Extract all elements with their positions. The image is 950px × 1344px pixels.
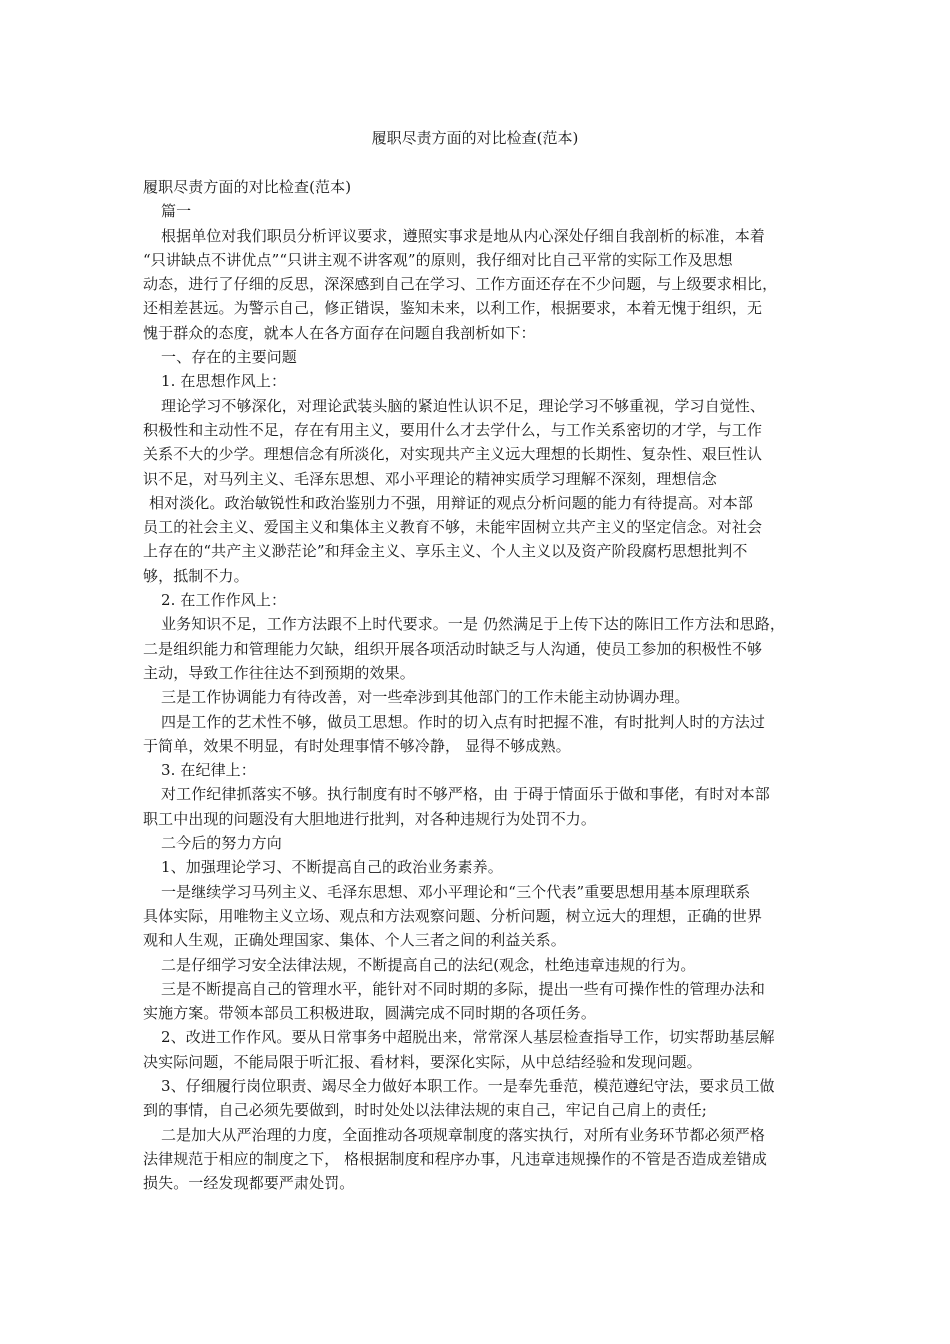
paragraph-line: 业务知识不足，工作方法跟不上时代要求。一是 仍然满足于上传下达的陈旧工作方法和思路，	[161, 615, 785, 634]
document-title: 履职尽责方面的对比检查(范本)	[371, 129, 579, 147]
paragraph-line: 上存在的“共产主义渺茫论”和拜金主义、享乐主义、个人主义以及资产阶段腐朽思想批判不	[143, 542, 748, 561]
paragraph-line: 到的事情，自己必须先要做到，时时处处以法律法规的束自己，牢记自己肩上的责任;	[143, 1101, 707, 1120]
paragraph-line: 篇一	[161, 202, 192, 221]
paragraph-line: 3. 在纪律上：	[161, 761, 256, 780]
paragraph-line: 决实际问题，不能局限于听汇报、看材料，要深化实际，从中总结经验和发现问题。	[143, 1052, 702, 1071]
paragraph-line: 员工的社会主义、爱国主义和集体主义教育不够，未能牢固树立共产主义的坚定信念。对社会	[143, 518, 763, 537]
paragraph-line: 一、存在的主要问题	[161, 348, 297, 367]
paragraph-line: 动态，进行了仔细的反思，深深感到自己在学习、工作方面还存在不少问题，与上级要求相比，	[143, 275, 778, 294]
paragraph-line: 2、改进工作作风。要从日常事务中超脱出来，常常深人基层检查指导工作，切实帮助基层解	[161, 1028, 775, 1047]
paragraph-line: 还相差甚远。为警示自己，修正错误，鉴知未来，以利工作，根据要求，本着无愧于组织，无	[143, 299, 763, 318]
paragraph-line: 实施方案。带领本部员工积极进取，圆满完成不同时期的各项任务。	[143, 1004, 597, 1023]
paragraph-line: 积极性和主动性不足，存在有用主义，要用什么才去学什么，与工作关系密切的才学，与工作	[143, 420, 763, 439]
paragraph-line: 三是工作协调能力有待改善，对一些牵涉到其他部门的工作未能主动协调办理。	[161, 688, 690, 707]
paragraph-line: 关系不大的少学。理想信念有所淡化，对实现共产主义远大理想的长期性、复杂性、艰巨性认	[143, 445, 763, 464]
paragraph-line: 损失。一经发现都要严肃处罚。	[143, 1174, 355, 1193]
paragraph-line: 三是不断提高自己的管理水平，能针对不同时期的多际，提出一些有可操作性的管理办法和	[161, 979, 766, 998]
paragraph-line: 履职尽责方面的对比检查(范本)	[143, 178, 352, 196]
paragraph-line: 愧于群众的态度，就本人在各方面存在问题自我剖析如下：	[143, 323, 536, 342]
paragraph-line: 观和人生观，正确处理国家、集体、个人三者之间的利益关系。	[143, 931, 566, 950]
paragraph-line: 具体实际，用唯物主义立场、观点和方法观察问题、分析问题，树立远大的理想，正确的世界	[143, 906, 763, 925]
paragraph-line: 四是工作的艺术性不够，做员工思想。作时的切入点有时把握不准，有时批判人时的方法过	[161, 712, 766, 731]
paragraph-line: 根据单位对我们职员分析评议要求，遵照实事求是地从内心深处仔细自我剖析的标准，本着	[161, 226, 766, 245]
paragraph-line: 3、仔细履行岗位职责、竭尽全力做好本职工作。一是奉先垂范，模范遵纪守法，要求员工做	[161, 1076, 775, 1095]
paragraph-line: “只讲缺点不讲优点”“只讲主观不讲客观”的原则，我仔细对比自己平常的实际工作及思想	[143, 250, 733, 269]
paragraph-line: 够，抵制不力。	[143, 566, 249, 585]
paragraph-line: 识不足，对马列主义、毛泽东思想、邓小平理论的精神实质学习理解不深刻，理想信念	[143, 469, 717, 488]
paragraph-line: 主动，导致工作往往达不到预期的效果。	[143, 663, 415, 682]
paragraph-line: 二是组织能力和管理能力欠缺，组织开展各项活动时缺乏与人沟通，使员工参加的积极性不够	[143, 639, 763, 658]
paragraph-line: 相对淡化。政治敏锐性和政治鉴别力不强，用辩证的观点分析问题的能力有待提高。对本部	[149, 493, 754, 512]
document-body	[143, 175, 823, 1195]
paragraph-line: 理论学习不够深化，对理论武装头脑的紧迫性认识不足，理论学习不够重视，学习自觉性、	[161, 396, 766, 415]
paragraph-line: 二是仔细学习安全法律法规，不断提高自己的法纪(观念，杜绝违章违规的行为。	[161, 955, 696, 974]
paragraph-line: 1、加强理论学习、不断提高自己的政治业务素养。	[161, 858, 503, 877]
paragraph-line: 对工作纪律抓落实不够。执行制度有时不够严格，由 于碍于情面乐于做和事佬，有时对本部	[161, 785, 770, 804]
paragraph-line: 二今后的努力方向	[161, 834, 282, 853]
paragraph-line: 于简单，效果不明显，有时处理事情不够冷静， 显得不够成熟。	[143, 736, 571, 755]
paragraph-line: 1. 在思想作风上：	[161, 372, 287, 391]
paragraph-line: 职工中出现的问题没有大胆地进行批判，对各种违规行为处罚不力。	[143, 809, 597, 828]
paragraph-line: 法律规范于相应的制度之下， 格根据制度和程序办事，凡违章违规操作的不管是否造成差错成	[143, 1149, 767, 1168]
paragraph-line: 2. 在工作作风上：	[161, 591, 287, 610]
paragraph-line: 二是加大从严治理的力度，全面推动各项规章制度的落实执行，对所有业务环节都必须严格	[161, 1125, 766, 1144]
paragraph-line: 一是继续学习马列主义、毛泽东思想、邓小平理论和“三个代表”重要思想用基本原理联系	[161, 882, 751, 901]
